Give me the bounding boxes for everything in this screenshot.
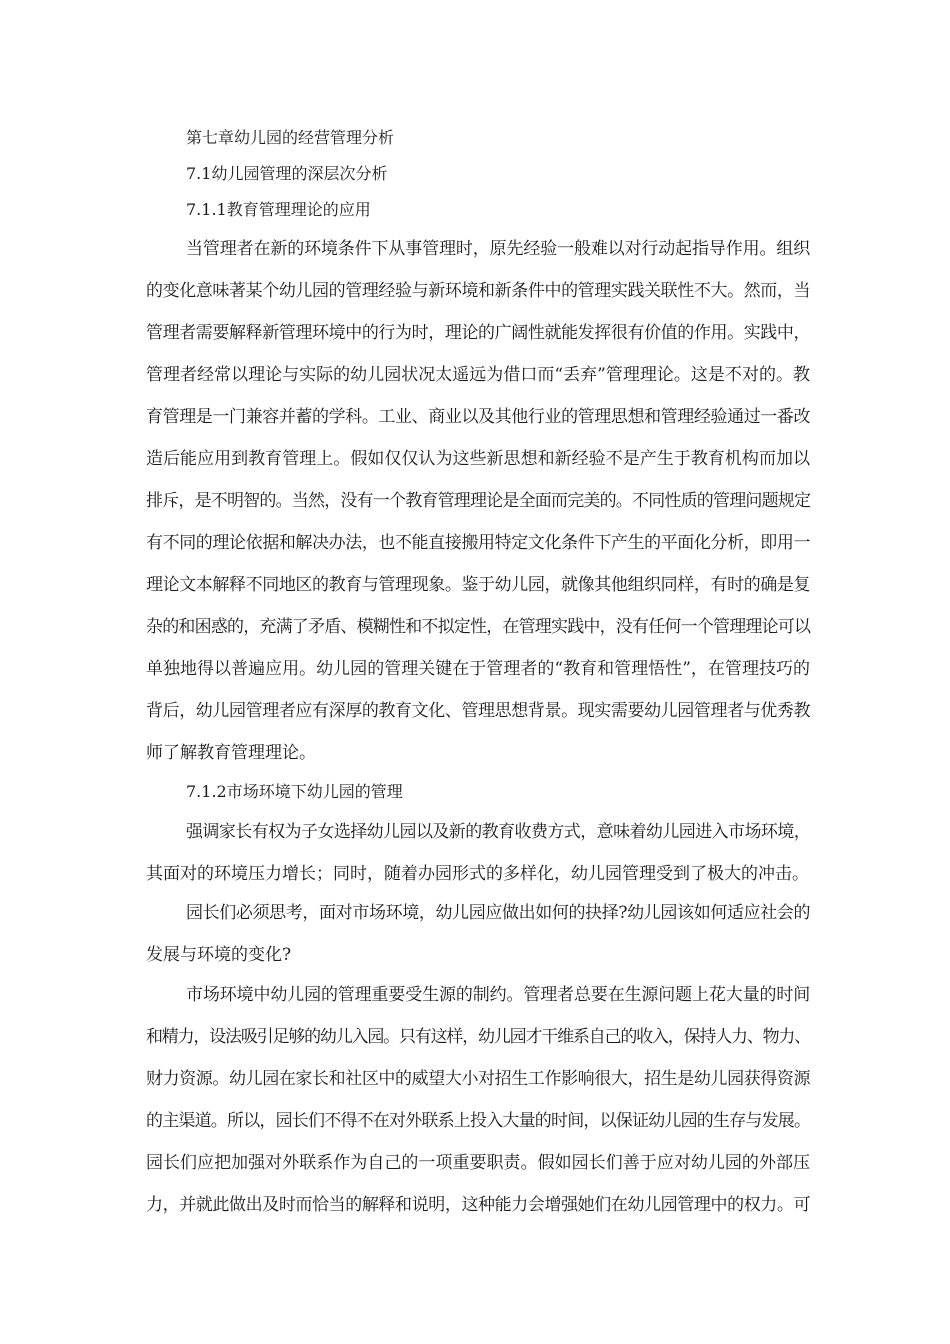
paragraph-line: 强调家长有权为子女选择幼儿园以及新的教育收费方式，意味着幼儿园进入市场环境， — [186, 822, 810, 842]
section-heading-7-1: 7.1幼儿园管理的深层次分析 — [186, 164, 388, 183]
section-heading-7-1-2: 7.1.2市场环境下幼儿园的管理 — [186, 782, 403, 801]
paragraph-line: 发展与环境的变化? — [146, 945, 292, 965]
paragraph-line: 杂的和困惑的，充满了矛盾、模糊性和不拟定性，在管理实践中，没有任何一个管理理论可以 — [146, 617, 810, 637]
paragraph-line: 的变化意味著某个幼儿园的管理经验与新环境和新条件中的管理实践关联性不大。然而，当 — [146, 281, 810, 301]
paragraph-line: 理论文本解释不同地区的教育与管理现象。鉴于幼儿园，就像其他组织同样，有时的确是复 — [146, 575, 810, 595]
paragraph-line: 财力资源。幼儿园在家长和社区中的威望大小对招生工作影响很大，招生是幼儿园获得资源 — [146, 1069, 810, 1089]
paragraph-line: 力，并就此做出及时而恰当的解释和说明，这种能力会增强她们在幼儿园管理中的权力。可 — [146, 1195, 810, 1215]
paragraph-line: 的主渠道。所以，园长们不得不在对外联系上投入大量的时间，以保证幼儿园的生存与发展。 — [146, 1111, 810, 1131]
paragraph-line: 当管理者在新的环境条件下从事管理时，原先经验一般难以对行动起指导作用。组织 — [186, 239, 810, 259]
paragraph-line: 单独地得以普遍应用。幼儿园的管理关键在于管理者的“教育和管理悟性”，在管理技巧的 — [146, 659, 810, 679]
paragraph-line: 管理者需要解释新管理环境中的行为时，理论的广阔性就能发挥很有价值的作用。实践中， — [146, 323, 810, 343]
paragraph-line: 市场环境中幼儿园的管理重要受生源的制约。管理者总要在生源问题上花大量的时间 — [186, 985, 810, 1005]
paragraph-line: 和精力，设法吸引足够的幼儿入园。只有这样，幼儿园才干维系自己的收入，保持人力、物力、 — [146, 1027, 810, 1047]
section-heading-7-1-1: 7.1.1教育管理理论的应用 — [186, 200, 371, 219]
chapter-heading: 第七章幼儿园的经营管理分析 — [186, 128, 395, 147]
paragraph-line: 师了解教育管理理论。 — [146, 743, 316, 763]
paragraph-line: 其面对的环境压力增长；同时，随着办园形式的多样化，幼儿园管理受到了极大的冲击。 — [146, 864, 809, 884]
paragraph-line: 排斥，是不明智的。当然，没有一个教育管理理论是全面而完美的。不同性质的管理问题规定 — [146, 491, 810, 511]
paragraph-line: 造后能应用到教育管理上。假如仅仅认为这些新思想和新经验不是产生于教育机构而加以 — [146, 449, 810, 469]
paragraph-line: 园长们应把加强对外联系作为自己的一项重要职责。假如园长们善于应对幼儿园的外部压 — [146, 1153, 810, 1173]
paragraph-line: 园长们必须思考，面对市场环境，幼儿园应做出如何的抉择?幼儿园该如何适应社会的 — [186, 903, 810, 923]
paragraph-line: 有不同的理论依据和解决办法，也不能直接搬用特定文化条件下产生的平面化分析，即用一 — [146, 533, 810, 553]
paragraph-line: 育管理是一门兼容并蓄的学科。工业、商业以及其他行业的管理思想和管理经验通过一番改 — [146, 407, 810, 427]
paragraph-line: 背后，幼儿园管理者应有深厚的教育文化、管理思想背景。现实需要幼儿园管理者与优秀教 — [146, 701, 810, 721]
paragraph-line: 管理者经常以理论与实际的幼儿园状况太遥远为借口而“丢弃”管理理论。这是不对的。教 — [146, 365, 810, 385]
